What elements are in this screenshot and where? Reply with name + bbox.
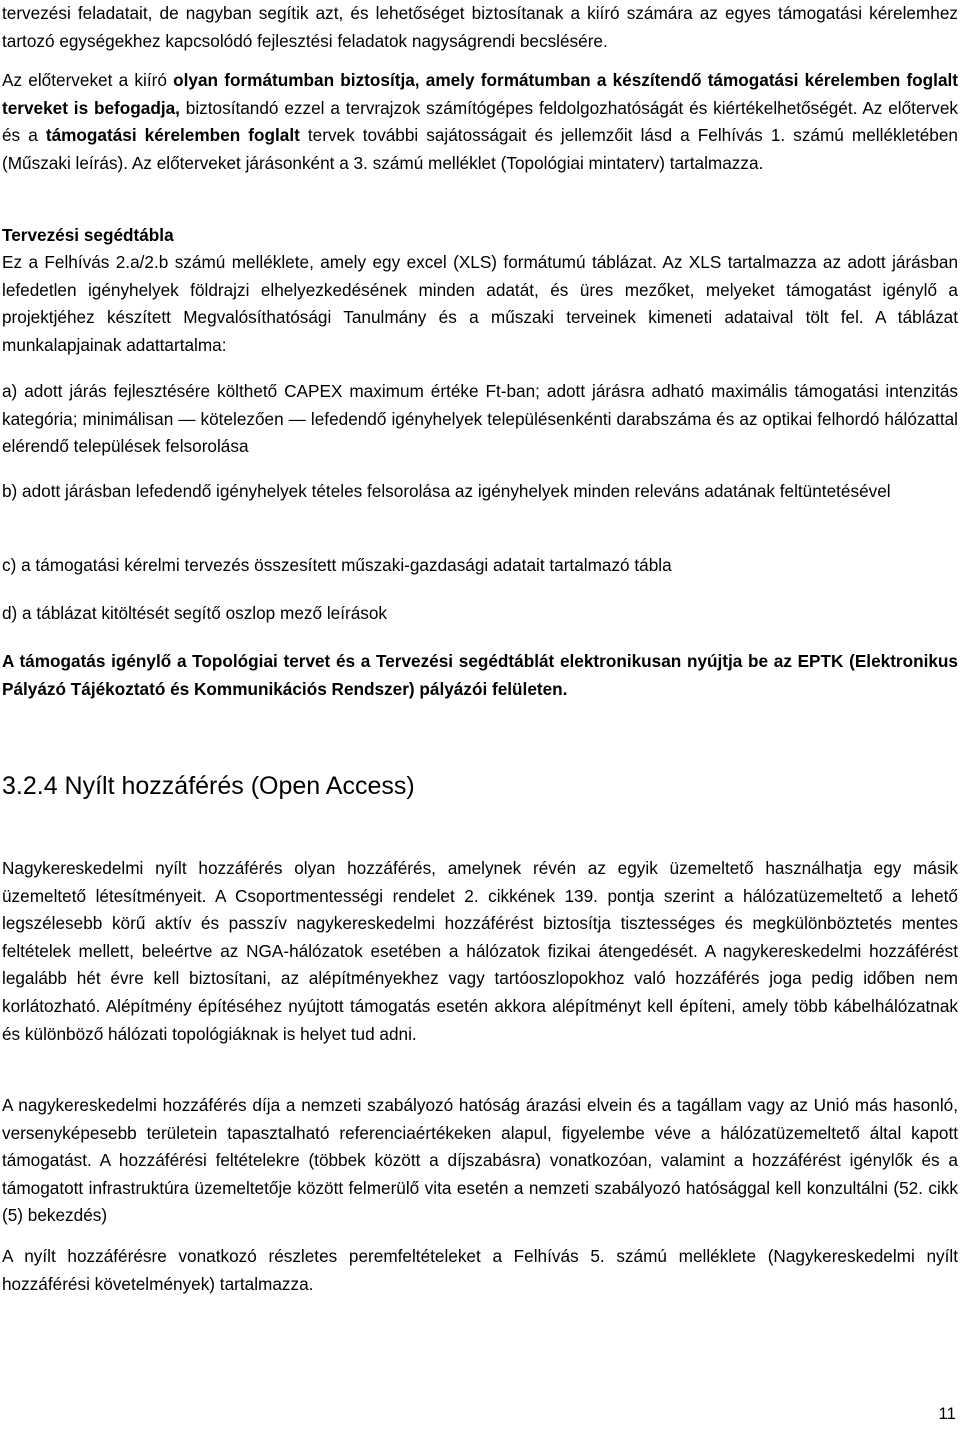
list-item-a: a) adott járás fejlesztésére költhető CAPEX maximum értéke Ft-ban; adott járásra adható maximális támogatási intenzitás kategória; minimálisan — kötelezően — lefedendő igényhelyek településenkénti darabszáma és az optikai felhordó hálózattal elérendő települések felsorolása	[2, 381, 958, 457]
section-title: 3.2.4 Nyílt hozzáférés (Open Access)	[2, 772, 415, 800]
text-run: biztosítandó ezzel a tervrajzok számítógépes feldolgozhatóságát és kiértékelhetőségét. Az előtervek és a	[2, 97, 958, 146]
text-run: Az előterveket a kiíró	[2, 70, 174, 90]
text-run: tervek további sajátosságait és jellemzőit lásd a Felhívás 1. számú mellékletében (Műszaki leírás). Az előterveket járásonként a 3. számú melléklet (Topológiai mintaterv) tartalmazza.	[2, 125, 958, 173]
paragraph-intro-continuation	[2, 0, 958, 55]
bold-run: támogatási kérelemben foglalt	[45, 125, 300, 146]
paragraph-text: Nagykereskedelmi nyílt hozzáférés olyan hozzáférés, amelynek révén az egyik üzemeltető használhatja egy másik üzemeltető létesítményeit. A Csoportmentességi rendelet 2. cikkének 139. pontja szerint a hálózatüzemeltető a lehető legszélesebb körű aktív és passzív nagykereskedelmi hozzáférést biztosítja tisztességes és megkülönböztetés mentes feltételek mellett, beleértve az NGA-hálózatok esetében a hálózatok fizikai átengedését. A nagykereskedelmi hozzáférést legalább hét évre kell biztosítani, az alépítményekhez vagy tartóoszlopokhoz való hozzáférés joga pedig időben nem korlátozható. Alépítmény építéséhez nyújtott támogatás esetén akkora alépítményt kell építeni, amely több kábelhálózatnak és különböző hálózati topológiáknak is helyet tud adni.	[2, 858, 958, 1044]
paragraph-open-access-definition	[2, 855, 958, 1048]
list-item-b: b) adott járásban lefedendő igényhelyek tételes felsorolása az igényhelyek minden releváns adatának feltüntetésével	[2, 481, 891, 501]
bold-run: olyan formátumban biztosítja, amely formátumban a készítendő támogatási kérelemben foglalt terveket is befogadja,	[2, 70, 959, 118]
paragraph-text: Ez a Felhívás 2.a/2.b számú melléklete, amely egy excel (XLS) formátumú táblázat. Az XLS tartalmazza az adott járásban lefedetlen igényhelyek földrajzi elhelyezkedésének minden adatát, és üres mezőket, melyeket támogatást igénylő a projektjéhez készített Megvalósíthatósági Tanulmány és a műszaki terveinek kimeneti adataival tölt fel. A táblázat munkalapjainak adattartalma:	[2, 252, 958, 355]
paragraph-open-access-requirements	[2, 1243, 958, 1298]
paragraph-xls-description	[2, 249, 958, 359]
page-number: 11	[938, 1404, 956, 1423]
paragraph-text: tervezési feladatait, de nagyban segítik azt, és lehetőséget biztosítanak a kiíró számára az egyes támogatási kérelemhez tartozó egységekhez kapcsolódó fejlesztési feladatok nagyságrendi becslésére.	[2, 3, 958, 51]
paragraph-text: A nagykereskedelmi hozzáférés díja a nemzeti szabályozó hatóság árazási elvein és a tagállam vagy az Unió más hasonló, versenyképesebb területein tapasztalható referenciaértékeken alapul, figyelembe véve a hálózatüzemeltető által kapott támogatást. A hozzáférési feltételekre (többek között a díjszabásra) vonatkozóan, valamint a hozzáférést igénylők és a támogatott infrastruktúra üzemeltetője között felmerülő vita esetén a nemzeti szabályozó hatósággal kell konzultálni (52. cikk (5) bekezdés)	[2, 1095, 958, 1226]
paragraph-submission-notice: A támogatás igénylő a Topológiai tervet és a Tervezési segédtáblát elektronikusan nyújtja be az EPTK (Elektronikus Pályázó Tájékoztató és Kommunikációs Rendszer) pályázói felületen.	[2, 651, 958, 699]
paragraph-text: A nyílt hozzáférésre vonatkozó részletes peremfeltételeket a Felhívás 5. számú melléklete (Nagykereskedelmi nyílt hozzáférési követelmények) tartalmazza.	[2, 1246, 958, 1294]
subheading-planning-table: Tervezési segédtábla	[2, 225, 174, 245]
paragraph-preplans	[2, 67, 958, 177]
list-item-d: d) a táblázat kitöltését segítő oszlop mező leírások	[2, 603, 388, 623]
list-item-c: c) a támogatási kérelmi tervezés összesített műszaki-gazdasági adatait tartalmazó tábla	[2, 555, 672, 575]
paragraph-access-fee	[2, 1092, 958, 1230]
